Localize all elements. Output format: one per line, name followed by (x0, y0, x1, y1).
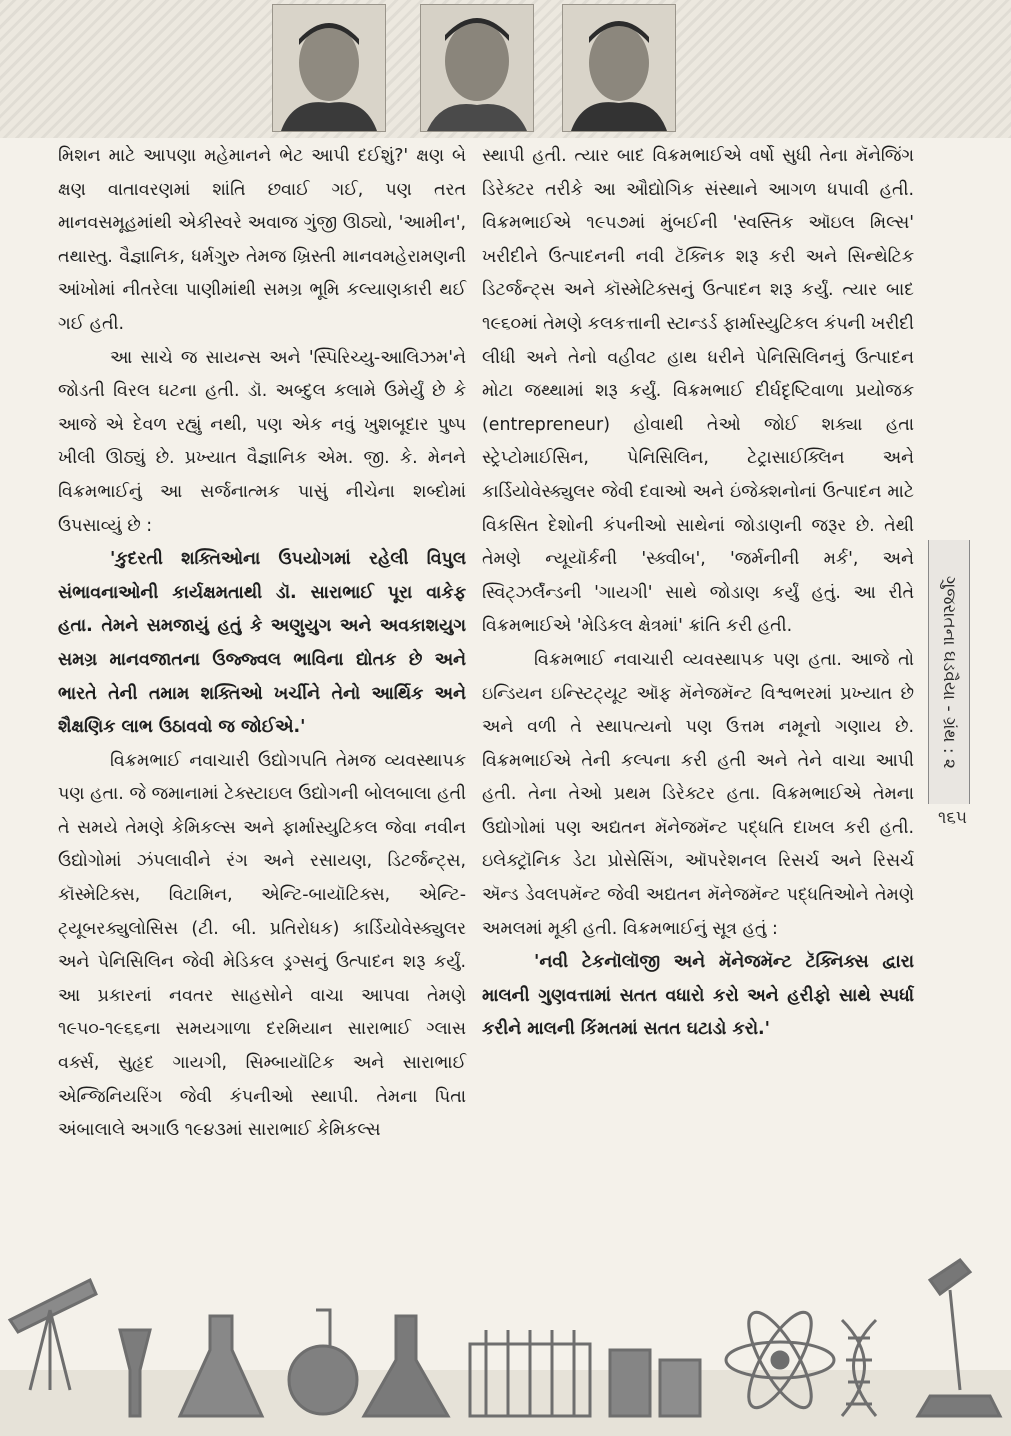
right-column (482, 140, 914, 1047)
portrait-photo-3 (562, 4, 676, 132)
book-title-side-label: ગુજરાતના ઘડવૈયા - ગ્રંથ : ૨ (928, 540, 970, 804)
portrait-photo-1 (272, 4, 386, 132)
right-paragraph-2: વિક્રમભાઈ નવાચારી વ્યવસ્થાપક પણ હતા. આજે તો ઇન્ડિયન ઇન્સ્ટિટ્યૂટ ઑફ મૅનેજમૅન્ટ વિશ્વભરમાં પ્રખ્યાત છે અને વળી તે સ્થાપત્યનો પણ ઉત્તમ નમૂનો ગણાય છે. વિક્રમભાઈએ તેની કલ્પના કરી હતી અને તેને વાચા આપી હતી. તેના તેઓ પ્રથમ ડિરેક્ટર હતા. વિક્રમભાઈએ તેમના ઉદ્યોગોમાં પણ અદ્યતન મૅનેજમૅન્ટ પદ્ધતિ દાખલ કરી હતી. ઇલેક્ટ્રૉનિક ડેટા પ્રોસેસિંગ, ઑપરેશનલ રિસર્ચ અને રિસર્ચ ઍન્ડ ડેવલપમૅન્ટ જેવી અદ્યતન મૅનેજમૅન્ટ પદ્ધતિઓને તેમણે અમલમાં મૂકી હતી. વિક્રમભાઈનું સૂત્ર હતું : (482, 649, 914, 939)
portrait-photo-2 (420, 4, 534, 132)
page-number: ૧૬૫ (938, 808, 968, 828)
left-column (58, 140, 466, 1148)
science-illustration-band (0, 1220, 1011, 1436)
left-quote: 'કુદરતી શક્તિઓના ઉપયોગમાં રહેલી વિપુલ સંભાવનાઓની કાર્યક્ષમતાથી ડૉ. સારાભાઈ પૂરા વાકેફ હતા. તેમને સમજાયું હતું કે અણુયુગ અને અવકાશયુગ સમગ્ર માનવજાતના ઉજ્જ્વલ ભાવિના દ્યોતક છે અને ભારતે તેની તમામ શક્તિઓ ખર્ચીને તેનો આર્થિક અને શૈક્ષણિક લાભ ઉઠાવવો જ જોઈએ.' (58, 549, 466, 738)
left-paragraph-1: મિશન માટે આપણા મહેમાનને ભેટ આપી દઈશું?' ક્ષણ બે ક્ષણ વાતાવરણમાં શાંતિ છવાઈ ગઈ, પણ તરત માનવસમૂહમાંથી એકીસ્વરે અવાજ ગુંજી ઊઠ્યો, 'આમીન', તથાસ્તુ. વૈજ્ઞાનિક, ધર્મગુરુ તેમજ ખ્રિસ્તી માનવમહેરામણની આંખોમાં નીતરેલા પાણીમાંથી સમગ્ર ભૂમિ કલ્યાણકારી થઈ ગઈ હતી. (58, 146, 466, 334)
left-paragraph-2: આ સાચે જ સાયન્સ અને 'સ્પિરિચ્યુ-આલિઝમ'ને જોડતી વિરલ ઘટના હતી. ડૉ. અબ્દુલ કલામે ઉમેર્યું છે કે આજે એ દેવળ રહ્યું નથી, પણ એક નવું ખુશબૂદાર પુષ્પ ખીલી ઊઠ્યું છે. પ્રખ્યાત વૈજ્ઞાનિક એમ. જી. કે. મેનને વિક્રમભાઈનું આ સર્જનાત્મક પાસું નીચેના શબ્દોમાં ઉપસાવ્યું છે : (58, 347, 466, 536)
right-quote: 'નવી ટેકનૉલૉજી અને મૅનેજમૅન્ટ ટૅક્નિક્સ દ્વારા માલની ગુણવત્તામાં સતત વધારો કરો અને હરીફો સાથે સ્પર્ધા કરીને માલની કિંમતમાં સતત ઘટાડો કરો.' (482, 952, 914, 1040)
right-paragraph-1: સ્થાપી હતી. ત્યાર બાદ વિક્રમભાઈએ વર્ષો સુધી તેના મૅનેજિંગ ડિરેક્ટર તરીકે આ ઔદ્યોગિક સંસ્થાને આગળ ધપાવી હતી. વિક્રમભાઈએ ૧૯૫૭માં મુંબઈની 'સ્વસ્તિક ઑઇલ મિલ્સ' ખરીદીને ઉત્પાદનની નવી ટૅક્નિક શરૂ કરી અને સિન્થેટિક ડિટર્જન્ટ્સ અને કૉસ્મેટિક્સનું ઉત્પાદન શરૂ કર્યું. ત્યાર બાદ ૧૯૬૦માં તેમણે કલકત્તાની સ્ટાન્ડર્ડ ફાર્માસ્યુટિકલ કંપની ખરીદી લીધી અને તેનો વહીવટ હાથ ધરીને પેનિસિલિનનું ઉત્પાદન મોટા જથ્થામાં શરૂ કર્યું. વિક્રમભાઈ દીર્ઘદૃષ્ટિવાળા પ્રયોજક (entrepreneur) હોવાથી તેઓ જોઈ શક્યા હતા સ્ટ્રેપ્ટોમાઈસિન, પેનિસિલિન, ટેટ્રાસાઈક્લિન અને કાર્ડિયોવેસ્ક્યુલર જેવી દવાઓ અને ઇંજેક્શનોનાં ઉત્પાદન માટે વિકસિત દેશોની કંપનીઓ સાથેનાં જોડાણની જરૂર છે. તેથી તેમણે ન્યૂયૉર્કની 'સ્ક્વીબ', 'જર્મનીની મર્ક', અને સ્વિટ્ઝર્લૅન્ડની 'ગાયગી' સાથે જોડાણ કર્યું હતું. આ રીતે વિક્રમભાઈએ 'મેડિકલ ક્ષેત્રમાં' ક્રાંતિ કરી હતી. (482, 146, 914, 637)
left-paragraph-3: વિક્રમભાઈ નવાચારી ઉદ્યોગપતિ તેમજ વ્યવસ્થાપક પણ હતા. જે જમાનામાં ટેક્સ્ટાઇલ ઉદ્યોગની બોલબાલા હતી તે સમયે તેમણે કેમિકલ્સ અને ફાર્માસ્યુટિકલ જેવા નવીન ઉદ્યોગોમાં ઝંપલાવીને રંગ અને રસાયણ, ડિટર્જન્ટ્સ, કૉસ્મેટિક્સ, વિટામિન, એન્ટિ-બાયૉટિક્સ, એન્ટિ-ટ્યૂબરક્યુલોસિસ (ટી. બી. પ્રતિરોધક) કાર્ડિયોવેસ્ક્યુલર અને પેનિસિલિન જેવી મેડિકલ ડ્રગ્સનું ઉત્પાદન શરૂ કર્યું. આ પ્રકારનાં નવતર સાહસોને વાચા આપવા તેમણે ૧૯૫૦-૧૯૬૬ના સમયગાળા દરમિયાન સારાભાઈ ગ્લાસ વર્ક્સ, સુહૃદ ગાયગી, સિમ્બાયૉટિક અને સારાભાઈ એન્જિનિયરિંગ જેવી કંપનીઓ સ્થાપી. તેમના પિતા અંબાલાલે અગાઉ ૧૯૪૩માં સારાભાઈ કેમિકલ્સ (58, 750, 466, 1141)
